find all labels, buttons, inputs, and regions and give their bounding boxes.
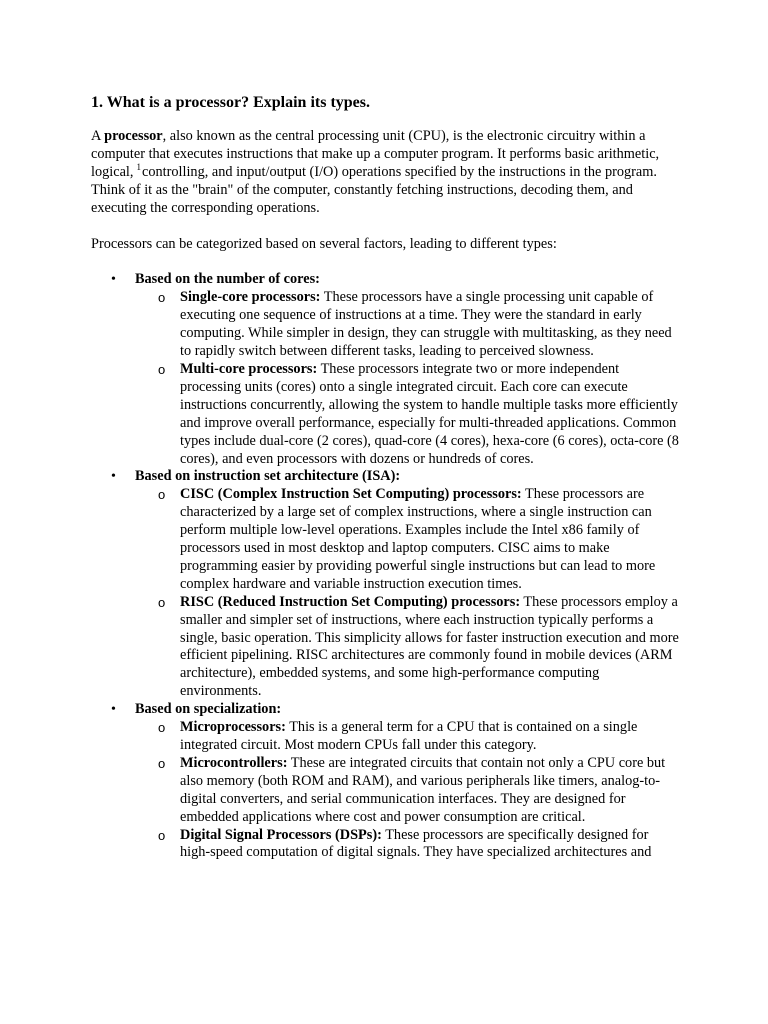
sub-bullet-icon: o — [158, 827, 166, 843]
category-item — [91, 701, 681, 862]
sub-bullet-icon: o — [158, 487, 166, 503]
item-label: Microprocessors: — [180, 719, 286, 736]
category-title: Based on the number of cores: — [135, 271, 320, 288]
item-label: Digital Signal Processors (DSPs): — [180, 826, 382, 843]
item-text: These processors employ a smaller and simpler set of instructions, where each instruction typically performs a single, basic operation. This simplicity allows for faster instruction execution and more efficient pipelining. RISC architectures are commonly found in mobile devices (ARM architecture), embedded systems, and some high-performance computing environments. — [180, 593, 679, 700]
item-text: These are integrated circuits that contain not only a CPU core but also memory (both ROM and RAM), and various peripherals like timers, analog-to-digital converters, and serial communication interfaces. They are designed for embedded applications where cost and power consumption are critical. — [180, 754, 666, 825]
list-item — [135, 486, 681, 593]
category-list — [91, 271, 681, 862]
list-item — [135, 289, 681, 361]
item-text: These processors are specifically designed for high-speed computation of digital signals. They have specialized architectures and — [180, 826, 652, 861]
document-page — [91, 92, 681, 862]
intro-text-start: A — [91, 128, 105, 144]
item-label: Single-core processors: — [180, 289, 321, 306]
sub-item-list — [135, 289, 681, 468]
category-title: Based on instruction set architecture (ISA): — [135, 468, 401, 485]
sub-bullet-icon: o — [158, 720, 166, 736]
sub-bullet-icon: o — [158, 290, 166, 306]
intro-paragraph — [91, 128, 681, 218]
item-label: Multi-core processors: — [180, 360, 318, 377]
footnote-marker[interactable]: 1 — [136, 162, 141, 173]
bullet-icon: • — [111, 702, 116, 718]
category-title: Based on specialization: — [135, 701, 282, 718]
sub-bullet-icon: o — [158, 594, 166, 610]
bullet-icon: • — [111, 469, 116, 485]
list-item — [135, 719, 681, 755]
item-label: Microcontrollers: — [180, 754, 288, 771]
item-text: These processors integrate two or more independent processing units (cores) onto a single integrated circuit. Each core can execute instructions concurrently, allowing the system to handle multiple tasks more efficiently and improve overall performance, especially for multi-threaded applications. Common types include dual-core (2 cores), quad-core (4 cores), hexa-core (6 cores), octa-core (8 cores), and even processors with dozens or hundreds of cores. — [180, 360, 679, 467]
bullet-icon: • — [111, 272, 116, 288]
summary-paragraph: Processors can be categorized based on several factors, leading to different types: — [91, 235, 557, 252]
list-item — [135, 755, 681, 827]
list-item — [135, 827, 681, 863]
section-heading: 1. What is a processor? Explain its types. — [91, 94, 370, 111]
intro-term: processor — [104, 128, 163, 144]
sub-item-list — [135, 486, 681, 701]
list-item — [135, 361, 681, 468]
list-item — [135, 594, 681, 701]
item-label: RISC (Reduced Instruction Set Computing) processors: — [180, 593, 521, 610]
intro-text-end: controlling, and input/output (I/O) operations specified by the instructions in the program. Think of it as the "brain" of the computer, constantly fetching instructions, decoding them, and executing the corresponding operations. — [91, 163, 657, 216]
intro-text-middle: , also known as the central processing unit (CPU), is the electronic circuitry within a computer that executes instructions that make up a computer program. It performs basic arithmetic, logical, — [91, 128, 660, 180]
category-item — [91, 271, 681, 468]
sub-bullet-icon: o — [158, 755, 166, 771]
category-item — [91, 468, 681, 701]
item-label: CISC (Complex Instruction Set Computing) processors: — [180, 486, 522, 503]
sub-bullet-icon: o — [158, 361, 166, 377]
item-text: These processors are characterized by a large set of complex instructions, where a single instruction can perform multiple low-level operations. Examples include the Intel x86 family of processors used in most desktop and laptop computers. CISC aims to make programming easier by providing powerful single instructions but can lead to more complex hardware and variable instruction execution times. — [180, 486, 656, 592]
sub-item-list — [135, 719, 681, 862]
item-text: These processors have a single processing unit capable of executing one sequence of instructions at a time. They were the standard in early computing. While simpler in design, they can struggle with multitasking, as they need to rapidly switch between different tasks, leading to perceived slowness. — [180, 289, 672, 360]
item-text: This is a general term for a CPU that is contained on a single integrated circuit. Most modern CPUs fall under this category. — [180, 719, 638, 753]
